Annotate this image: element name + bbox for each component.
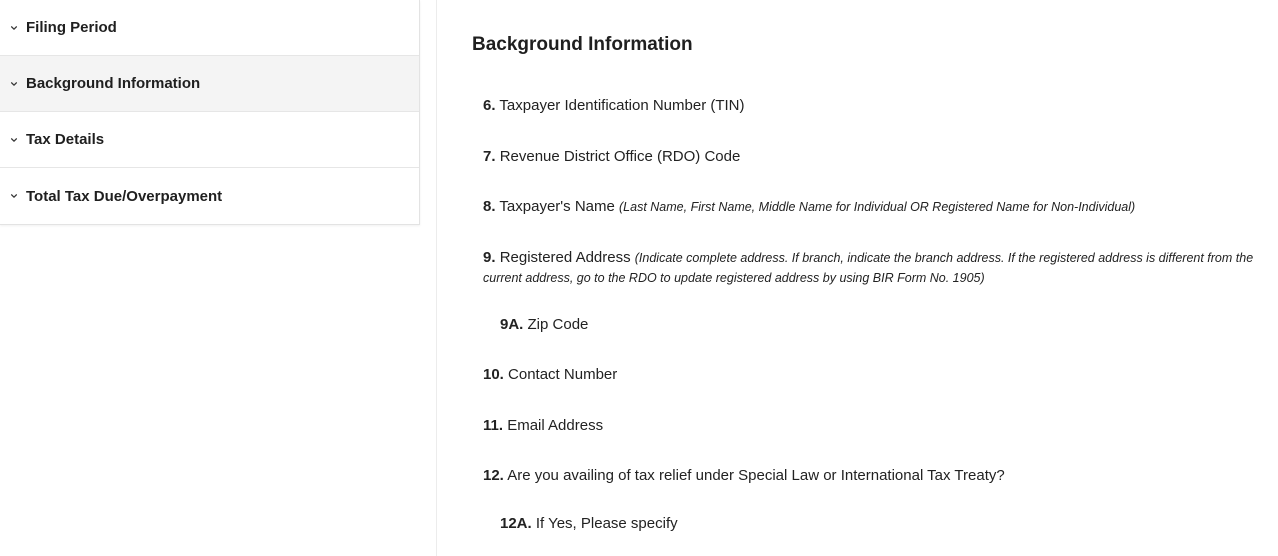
section-title: Background Information [472, 34, 693, 55]
field-contact-number [483, 365, 617, 385]
field-number: 12A. [500, 515, 532, 532]
field-registered-address [483, 248, 1273, 288]
field-email-address [483, 416, 603, 436]
field-number: 11. [483, 417, 504, 434]
nav-item-background-information[interactable] [0, 56, 419, 112]
field-number: 9A. [500, 316, 524, 333]
field-label: Contact Number [508, 366, 618, 383]
field-label: Email Address [507, 417, 604, 434]
field-number: 6. [483, 97, 496, 114]
field-label: Taxpayer Identification Number (TIN) [499, 97, 745, 114]
field-label: Are you availing of tax relief under Special Law or International Tax Treaty? [507, 467, 1005, 484]
field-label: If Yes, Please specify [535, 515, 678, 532]
nav-item-label: Background Information [26, 75, 201, 92]
nav-item-label: Total Tax Due/Overpayment [26, 187, 223, 205]
field-tax-relief-specify [500, 514, 678, 534]
field-number: 10. [483, 366, 504, 383]
nav-item-filing-period[interactable] [0, 0, 419, 56]
nav-item-label: Tax Details [26, 131, 105, 148]
field-label: Zip Code [527, 316, 589, 333]
field-rdo-code [483, 147, 740, 167]
field-number: 8. [483, 198, 496, 215]
chevron-down-icon [9, 79, 19, 89]
chevron-down-icon [9, 135, 19, 145]
field-label: Revenue District Office (RDO) Code [499, 148, 741, 165]
chevron-down-icon [9, 23, 19, 33]
field-hint: (Indicate complete address. If branch, indicate the branch address. If the registered address is different from the current address, go to the RDO to update registered address by using BIR Form No. 1905) [483, 251, 1254, 285]
nav-item-total-tax-due[interactable] [0, 168, 419, 224]
nav-item-tax-details[interactable] [0, 112, 419, 168]
pane-divider [436, 0, 437, 556]
field-label: Registered Address [499, 249, 631, 266]
field-number: 12. [483, 467, 504, 484]
field-number: 9. [483, 249, 496, 266]
field-tin [483, 96, 745, 116]
field-taxpayer-name [483, 197, 1135, 217]
field-tax-relief-question [483, 466, 1005, 486]
nav-item-label: Filing Period [26, 19, 117, 36]
field-label: Taxpayer's Name [499, 198, 615, 215]
chevron-down-icon [9, 191, 19, 201]
section-nav [0, 0, 420, 225]
field-hint: (Last Name, First Name, Middle Name for Individual OR Registered Name for Non-Individual) [619, 200, 1136, 214]
field-number: 7. [483, 148, 496, 165]
field-zip-code [500, 315, 588, 335]
